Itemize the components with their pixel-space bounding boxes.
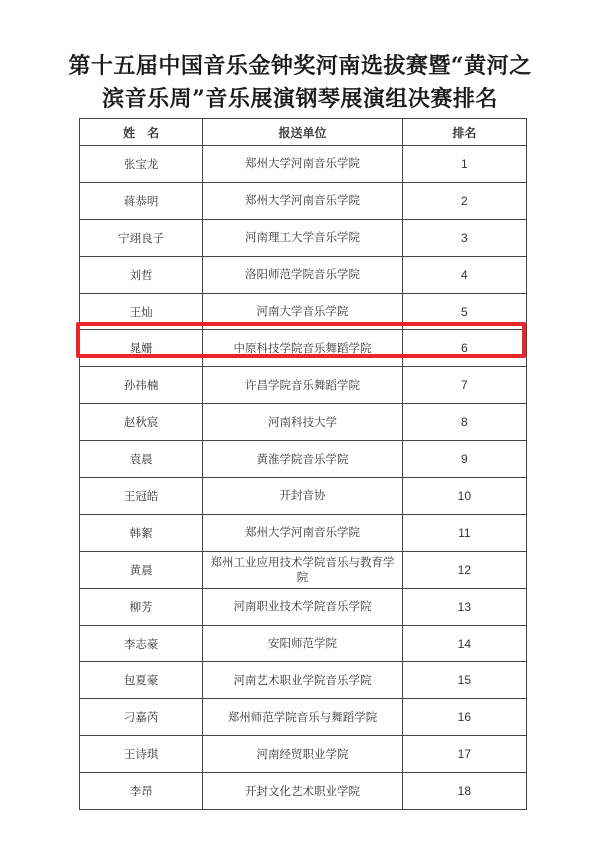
table-row: [80, 219, 527, 256]
rank-cell: 4: [402, 256, 526, 293]
table-row: [80, 514, 527, 551]
table-row: [80, 478, 527, 515]
table-row: [80, 625, 527, 662]
org-cell: 许昌学院音乐舞蹈学院: [203, 367, 402, 404]
rank-cell: 18: [402, 773, 526, 810]
header-rank: 排名: [402, 119, 526, 146]
table-row: [80, 588, 527, 625]
name-cell: 包夏豪: [80, 662, 203, 699]
header-org: 报送单位: [203, 119, 402, 146]
rank-cell: 16: [402, 699, 526, 736]
name-cell: 晁姗: [80, 330, 203, 367]
table-row: [80, 182, 527, 219]
header-name: 姓 名: [80, 119, 203, 146]
table-row: [80, 256, 527, 293]
table-body: [80, 146, 527, 810]
name-cell: 袁晨: [80, 441, 203, 478]
org-cell: 河南职业技术学院音乐学院: [203, 588, 402, 625]
org-cell: 开封音协: [203, 478, 402, 515]
org-cell: 中原科技学院音乐舞蹈学院: [203, 330, 402, 367]
name-cell: 宁翊良子: [80, 219, 203, 256]
org-cell: 郑州大学河南音乐学院: [203, 514, 402, 551]
name-cell: 柳芳: [80, 588, 203, 625]
name-cell: 蒋恭明: [80, 182, 203, 219]
title-line-2: 滨音乐周”音乐展演钢琴展演组决赛排名: [102, 86, 498, 112]
rank-cell: 11: [402, 514, 526, 551]
rank-cell: 17: [402, 736, 526, 773]
rank-cell: 14: [402, 625, 526, 662]
name-cell: 韩絮: [80, 514, 203, 551]
name-cell: 刘哲: [80, 256, 203, 293]
table-row: [80, 330, 527, 367]
org-cell: 郑州师范学院音乐与舞蹈学院: [203, 699, 402, 736]
table-row: [80, 773, 527, 810]
org-cell: 河南理工大学音乐学院: [203, 219, 402, 256]
rank-cell: 13: [402, 588, 526, 625]
org-cell: 黄淮学院音乐学院: [203, 441, 402, 478]
org-cell: 安阳师范学院: [203, 625, 402, 662]
table-row: [80, 293, 527, 330]
org-cell: 河南科技大学: [203, 404, 402, 441]
rank-cell: 15: [402, 662, 526, 699]
ranking-table: [79, 118, 527, 810]
rank-cell: 7: [402, 367, 526, 404]
org-cell: 河南经贸职业学院: [203, 736, 402, 773]
table-row: [80, 736, 527, 773]
org-cell: 郑州大学河南音乐学院: [203, 146, 402, 183]
table-row: [80, 404, 527, 441]
org-cell: 河南大学音乐学院: [203, 293, 402, 330]
rank-cell: 12: [402, 551, 526, 588]
rank-cell: 6: [402, 330, 526, 367]
name-cell: 张宝龙: [80, 146, 203, 183]
page-title: [40, 50, 560, 116]
rank-cell: 5: [402, 293, 526, 330]
org-cell: 开封文化艺术职业学院: [203, 773, 402, 810]
name-cell: 王诗琪: [80, 736, 203, 773]
org-cell: 郑州工业应用技术学院音乐与教育学院: [203, 551, 402, 588]
table-row: [80, 662, 527, 699]
table-row: [80, 367, 527, 404]
rank-cell: 2: [402, 182, 526, 219]
title-line-1: 第十五届中国音乐金钟奖河南选拔赛暨“黄河之: [68, 53, 532, 79]
rank-cell: 3: [402, 219, 526, 256]
name-cell: 孙祎楠: [80, 367, 203, 404]
header-row: [80, 119, 527, 146]
table-row: [80, 441, 527, 478]
org-cell: 郑州大学河南音乐学院: [203, 182, 402, 219]
name-cell: 李昂: [80, 773, 203, 810]
org-cell: 洛阳师范学院音乐学院: [203, 256, 402, 293]
table-row: [80, 551, 527, 588]
name-cell: 黄晨: [80, 551, 203, 588]
name-cell: 李志豪: [80, 625, 203, 662]
name-cell: 赵秋宸: [80, 404, 203, 441]
rank-cell: 9: [402, 441, 526, 478]
org-cell: 河南艺术职业学院音乐学院: [203, 662, 402, 699]
rank-cell: 1: [402, 146, 526, 183]
table-row: [80, 146, 527, 183]
name-cell: 刁嘉芮: [80, 699, 203, 736]
rank-cell: 10: [402, 478, 526, 515]
name-cell: 王冠皓: [80, 478, 203, 515]
table-row: [80, 699, 527, 736]
name-cell: 王灿: [80, 293, 203, 330]
rank-cell: 8: [402, 404, 526, 441]
